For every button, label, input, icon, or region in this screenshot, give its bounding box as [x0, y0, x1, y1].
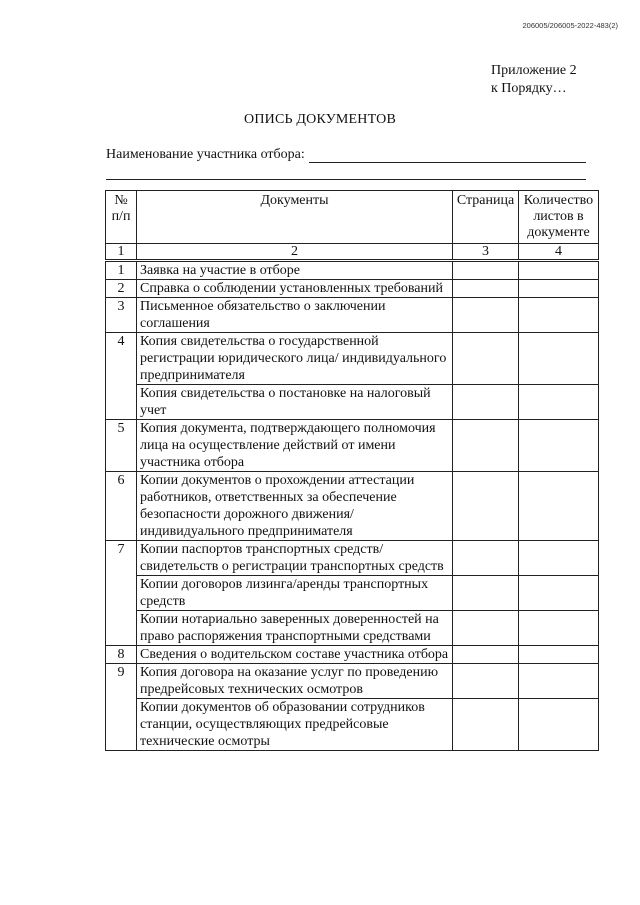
page-cell[interactable] — [453, 280, 519, 298]
sheet-count-cell[interactable] — [519, 333, 599, 385]
document-name: Копии нотариально заверенных доверенностей на право распоряжения транспортными средствами — [137, 611, 453, 646]
document-name: Копии паспортов транспортных средств/ свидетельств о регистрации транспортных средств — [137, 541, 453, 576]
page-cell[interactable] — [453, 646, 519, 664]
sheet-count-cell[interactable] — [519, 646, 599, 664]
column-index: 3 — [453, 244, 519, 261]
row-number: 5 — [106, 420, 137, 472]
table-row — [106, 280, 599, 298]
page-cell[interactable] — [453, 472, 519, 541]
page-cell[interactable] — [453, 611, 519, 646]
document-name: Копии договоров лизинга/аренды транспортных средств — [137, 576, 453, 611]
document-code: 206005/206005-2022-483(2) — [522, 21, 618, 30]
sheet-count-cell[interactable] — [519, 541, 599, 576]
page-cell[interactable] — [453, 333, 519, 385]
table-row — [106, 699, 599, 751]
annex-line-2: к Порядку… — [491, 81, 567, 96]
header-page: Страница — [453, 191, 519, 244]
header-number: № п/п — [106, 191, 137, 244]
document-name: Копия договора на оказание услуг по проведению предрейсовых технических осмотров — [137, 664, 453, 699]
table-row — [106, 385, 599, 420]
document-name: Копия свидетельства о государственной регистрации юридического лица/ индивидуального предпринимателя — [137, 333, 453, 385]
page-cell[interactable] — [453, 385, 519, 420]
row-number: 2 — [106, 280, 137, 298]
participant-name-field — [106, 146, 586, 180]
participant-blank-line-2 — [106, 163, 586, 180]
page-cell[interactable] — [453, 541, 519, 576]
sheet-count-cell[interactable] — [519, 611, 599, 646]
page-cell[interactable] — [453, 261, 519, 280]
table-row — [106, 333, 599, 385]
row-number: 6 — [106, 472, 137, 541]
document-name: Копия документа, подтверждающего полномочия лица на осуществление действий от имени участника отбора — [137, 420, 453, 472]
document-name: Письменное обязательство о заключении соглашения — [137, 298, 453, 333]
annex-line-1: Приложение 2 — [491, 63, 577, 78]
table-row — [106, 611, 599, 646]
row-number: 4 — [106, 333, 137, 420]
table-row — [106, 298, 599, 333]
row-number: 8 — [106, 646, 137, 664]
sheet-count-cell[interactable] — [519, 385, 599, 420]
table-row — [106, 261, 599, 280]
sheet-count-cell[interactable] — [519, 472, 599, 541]
sheet-count-cell[interactable] — [519, 664, 599, 699]
document-name: Справка о соблюдении установленных требований — [137, 280, 453, 298]
table-row — [106, 646, 599, 664]
table-header-row — [106, 191, 599, 244]
sheet-count-cell[interactable] — [519, 261, 599, 280]
participant-blank-line — [309, 149, 586, 163]
document-name: Копии документов о прохождении аттестации работников, ответственных за обеспечение безопасности дорожного движения/ индивидуального предпринимателя — [137, 472, 453, 541]
document-title: ОПИСЬ ДОКУМЕНТОВ — [244, 112, 396, 127]
participant-label: Наименование участника отбора: — [106, 147, 305, 162]
sheet-count-cell[interactable] — [519, 699, 599, 751]
row-number: 1 — [106, 261, 137, 280]
row-number: 3 — [106, 298, 137, 333]
column-index-row — [106, 244, 599, 261]
page-cell[interactable] — [453, 664, 519, 699]
inventory-table — [105, 190, 599, 751]
sheet-count-cell[interactable] — [519, 280, 599, 298]
annex-note — [491, 62, 577, 98]
document-name: Сведения о водительском составе участника отбора — [137, 646, 453, 664]
row-number: 7 — [106, 541, 137, 646]
table-row — [106, 576, 599, 611]
table-row — [106, 541, 599, 576]
page-cell[interactable] — [453, 420, 519, 472]
page-cell[interactable] — [453, 576, 519, 611]
page-cell[interactable] — [453, 298, 519, 333]
document-name: Копии документов об образовании сотрудников станции, осуществляющих предрейсовые технические осмотры — [137, 699, 453, 751]
table-body — [106, 261, 599, 751]
sheet-count-cell[interactable] — [519, 298, 599, 333]
document-name: Заявка на участие в отборе — [137, 261, 453, 280]
document-name: Копия свидетельства о постановке на налоговый учет — [137, 385, 453, 420]
table-row — [106, 472, 599, 541]
column-index: 2 — [137, 244, 453, 261]
column-index: 1 — [106, 244, 137, 261]
header-documents: Документы — [137, 191, 453, 244]
table-row — [106, 664, 599, 699]
sheet-count-cell[interactable] — [519, 420, 599, 472]
page-cell[interactable] — [453, 699, 519, 751]
row-number: 9 — [106, 664, 137, 751]
table-row — [106, 420, 599, 472]
column-index: 4 — [519, 244, 599, 261]
header-sheet-count: Количество листов в документе — [519, 191, 599, 244]
sheet-count-cell[interactable] — [519, 576, 599, 611]
